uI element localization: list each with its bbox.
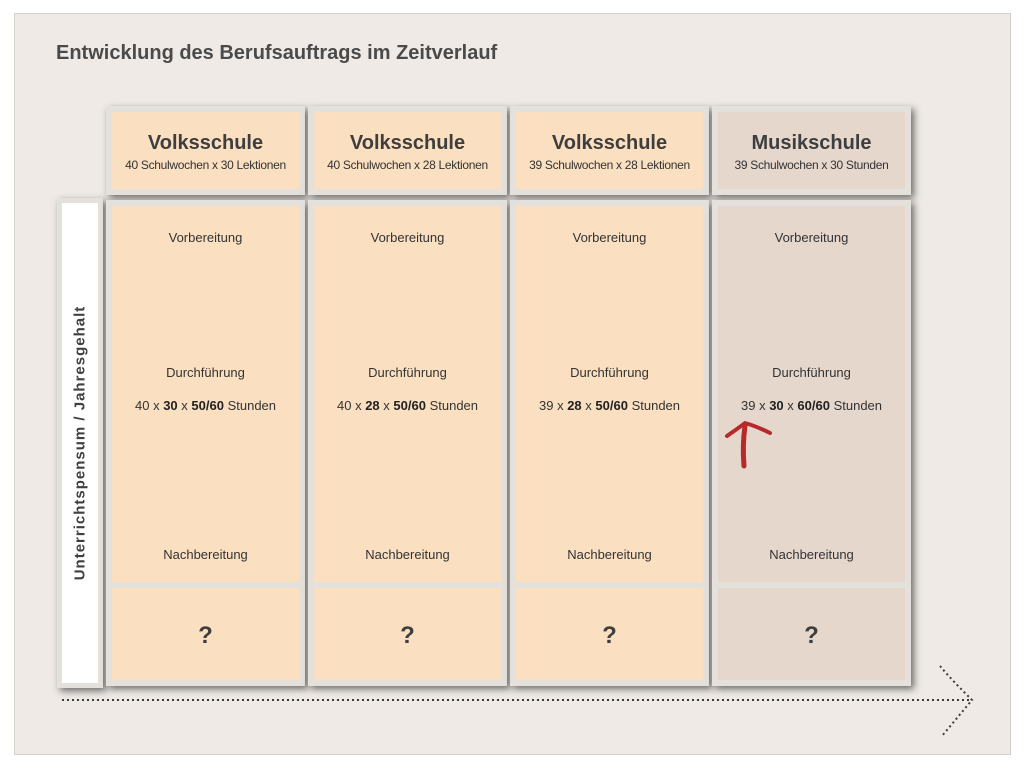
formula-times: x: [585, 398, 592, 413]
formula-unit: Stunden: [429, 398, 479, 413]
section-divider: [112, 582, 299, 588]
formula-times: x: [153, 398, 160, 413]
school-name: Volksschule: [147, 132, 264, 154]
column-body-fill: [314, 206, 501, 680]
formula-unit: Stunden: [833, 398, 883, 413]
dotted-right-arrow-icon: [60, 660, 980, 740]
formula-minutes: 50/60: [191, 398, 224, 413]
prep-label: Vorbereitung: [774, 230, 849, 245]
school-schedule: 40 Schulwochen x 30 Lektionen: [125, 158, 286, 172]
column-header-fill: [516, 112, 703, 189]
school-name: Volksschule: [349, 132, 466, 154]
side-label: Unterrichtspensum / Jahresgehalt: [71, 305, 89, 581]
school-schedule: 40 Schulwochen x 28 Lektionen: [327, 158, 488, 172]
school-name: Volksschule: [551, 132, 668, 154]
column-header-fill: [314, 112, 501, 189]
formula-times: x: [787, 398, 794, 413]
column-body-fill: [516, 206, 703, 680]
column-header-4: [712, 106, 911, 195]
formula-times: x: [557, 398, 564, 413]
hours-formula: [718, 398, 905, 413]
question-mark: ?: [400, 622, 415, 649]
hours-formula: [112, 398, 299, 413]
diagram-title: Entwicklung des Berufsauftrags im Zeitverlauf: [56, 42, 498, 64]
post-label: Nachbereitung: [769, 547, 854, 562]
column-header-3: [510, 106, 709, 195]
formula-weeks: 39: [538, 398, 554, 413]
section-divider: [718, 582, 905, 588]
side-label-box: [62, 203, 98, 683]
exec-label: Durchführung: [772, 365, 851, 380]
hours-formula: [314, 398, 501, 413]
formula-units: 30: [769, 398, 784, 413]
formula-minutes: 50/60: [595, 398, 628, 413]
column-body-1: [106, 200, 305, 686]
side-label-frame: [57, 198, 103, 688]
formula-times: x: [181, 398, 188, 413]
formula-weeks: 40: [336, 398, 352, 413]
post-label: Nachbereitung: [365, 547, 450, 562]
section-divider: [516, 582, 703, 588]
section-divider: [314, 582, 501, 588]
hours-formula: [516, 398, 703, 413]
formula-units: 28: [365, 398, 380, 413]
post-label: Nachbereitung: [567, 547, 652, 562]
column-body-fill: [112, 206, 299, 680]
red-up-arrow-icon: [722, 414, 776, 470]
exec-label: Durchführung: [166, 365, 245, 380]
formula-times: x: [355, 398, 362, 413]
column-body-3: [510, 200, 709, 686]
formula-weeks: 40: [134, 398, 150, 413]
question-mark: ?: [602, 622, 617, 649]
formula-times: x: [383, 398, 390, 413]
column-header-1: [106, 106, 305, 195]
formula-units: 30: [163, 398, 178, 413]
column-header-2: [308, 106, 507, 195]
question-mark: ?: [804, 622, 819, 649]
school-schedule: 39 Schulwochen x 28 Lektionen: [529, 158, 690, 172]
prep-label: Vorbereitung: [370, 230, 445, 245]
question-mark: ?: [198, 622, 213, 649]
school-schedule: 39 Schulwochen x 30 Stunden: [734, 158, 889, 172]
column-body-2: [308, 200, 507, 686]
formula-unit: Stunden: [631, 398, 681, 413]
formula-minutes: 50/60: [393, 398, 426, 413]
exec-label: Durchführung: [368, 365, 447, 380]
formula-unit: Stunden: [227, 398, 277, 413]
column-header-fill: [718, 112, 905, 189]
formula-minutes: 60/60: [797, 398, 830, 413]
formula-weeks: 39: [740, 398, 756, 413]
formula-units: 28: [567, 398, 582, 413]
prep-label: Vorbereitung: [572, 230, 647, 245]
column-header-fill: [112, 112, 299, 189]
school-name: Musikschule: [751, 132, 872, 154]
prep-label: Vorbereitung: [168, 230, 243, 245]
exec-label: Durchführung: [570, 365, 649, 380]
post-label: Nachbereitung: [163, 547, 248, 562]
formula-times: x: [759, 398, 766, 413]
